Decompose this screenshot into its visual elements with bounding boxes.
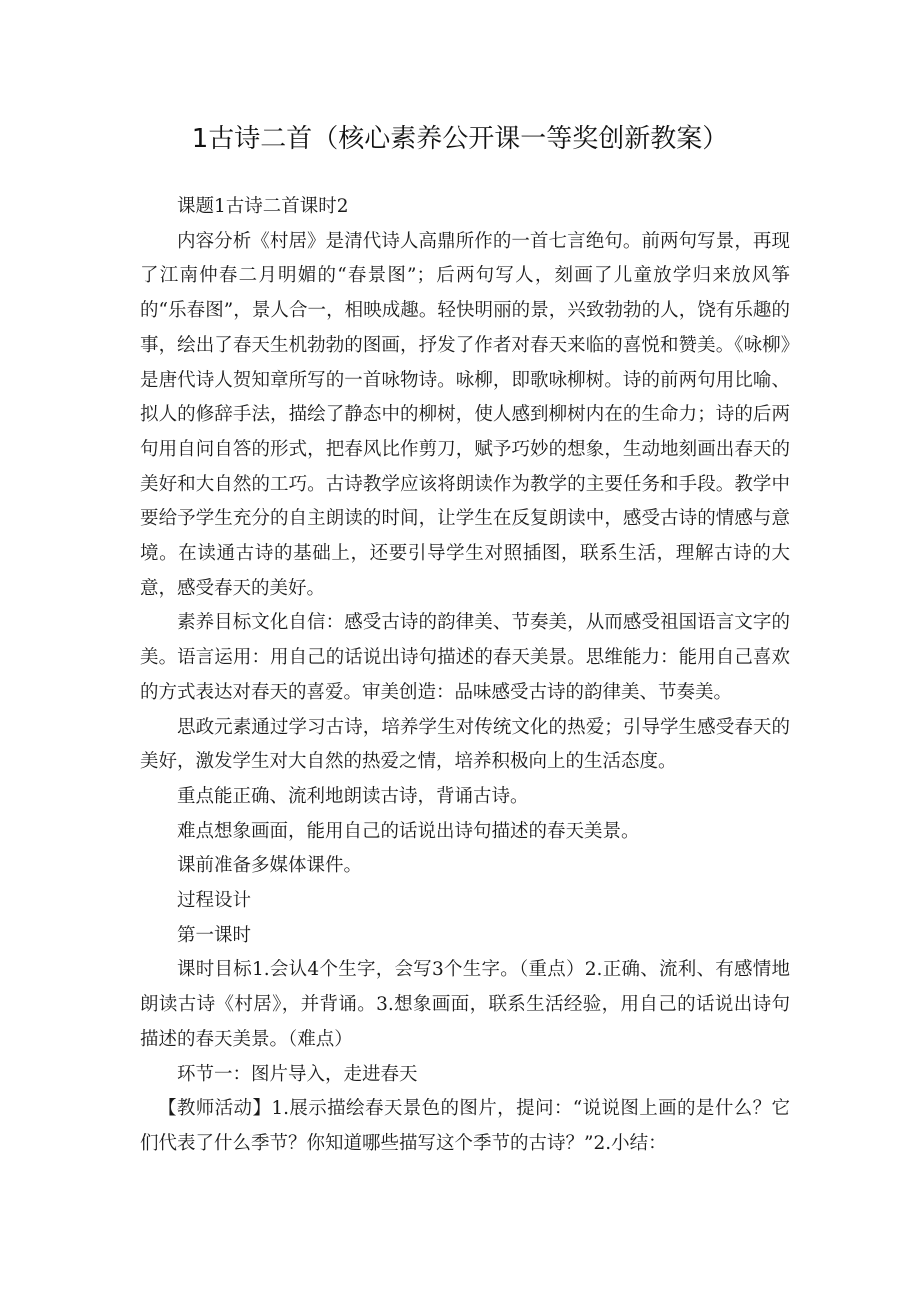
document-title: 1古诗二首（核心素养公开课一等奖创新教案） (191, 124, 729, 154)
lesson-objectives-paragraph: 课时目标1.会认4个生字，会写3个生字。（重点）2.正确、流利、有感情地朗读古诗《村居》，并背诵。3.想象画面，联系生活经验，用自己的话说出诗句描述的春天美景。（难点） (140, 959, 790, 1050)
teacher-activity-paragraph: 【教师活动】1.展示描绘春天景色的图片，提问：“说说图上画的是什么？它们代表了什么季节？你知道哪些描写这个季节的古诗？”2.小结： (140, 1098, 790, 1154)
first-lesson-heading: 第一课时 (177, 924, 252, 946)
process-design-heading: 过程设计 (177, 890, 252, 912)
section-one-heading: 环节一：图片导入，走进春天 (177, 1063, 418, 1085)
document-body (140, 190, 790, 1162)
lesson-topic-paragraph: 课题1古诗二首课时2 (177, 196, 349, 217)
preparation-paragraph: 课前准备多媒体课件。 (177, 855, 363, 877)
literacy-goals-paragraph: 素养目标文化自信：感受古诗的韵律美、节奏美，从而感受祖国语言文字的美。语言运用：用自己的话说出诗句描述的春天美景。思维能力：能用自己喜欢的方式表达对春天的喜爱。审美创造：品味感受古诗的韵律美、节奏美。 (140, 612, 790, 703)
content-analysis-paragraph: 内容分析《村居》是清代诗人高鼎所作的一首七言绝句。前两句写景，再现了江南仲春二月明媚的“春景图”；后两句写人，刻画了儿童放学归来放风筝的“乐春图”，景人合一，相映成趣。轻快明丽的景，兴致勃勃的人，饶有乐趣的事，绘出了春天生机勃勃的图画，抒发了作者对春天来临的喜悦和赞美。《咏柳》是唐代诗人贺知章所写的一首咏物诗。咏柳，即歌咏柳树。诗的前两句用比喻、拟人的修辞手法，描绘了静态中的柳树，使人感到柳树内在的生命力；诗的后两句用自问自答的形式，把春风比作剪刀，赋予巧妙的想象，生动地刻画出春天的美好和大自然的工巧。古诗教学应该将朗读作为教学的主要任务和手段。教学中要给予学生充分的自主朗读的时间，让学生在反复朗读中，感受古诗的情感与意境。在读通古诗的基础上，还要引导学生对照插图，联系生活，理解古诗的大意，感受春天的美好。 (140, 230, 790, 599)
key-points-paragraph: 重点能正确、流利地朗读古诗，背诵古诗。 (177, 785, 529, 807)
difficulty-paragraph: 难点想象画面，能用自己的话说出诗句描述的春天美景。 (177, 820, 640, 842)
ideology-elements-paragraph: 思政元素通过学习古诗，培养学生对传统文化的热爱；引导学生感受春天的美好，激发学生对大自然的热爱之情，培养积极向上的生活态度。 (140, 716, 790, 773)
